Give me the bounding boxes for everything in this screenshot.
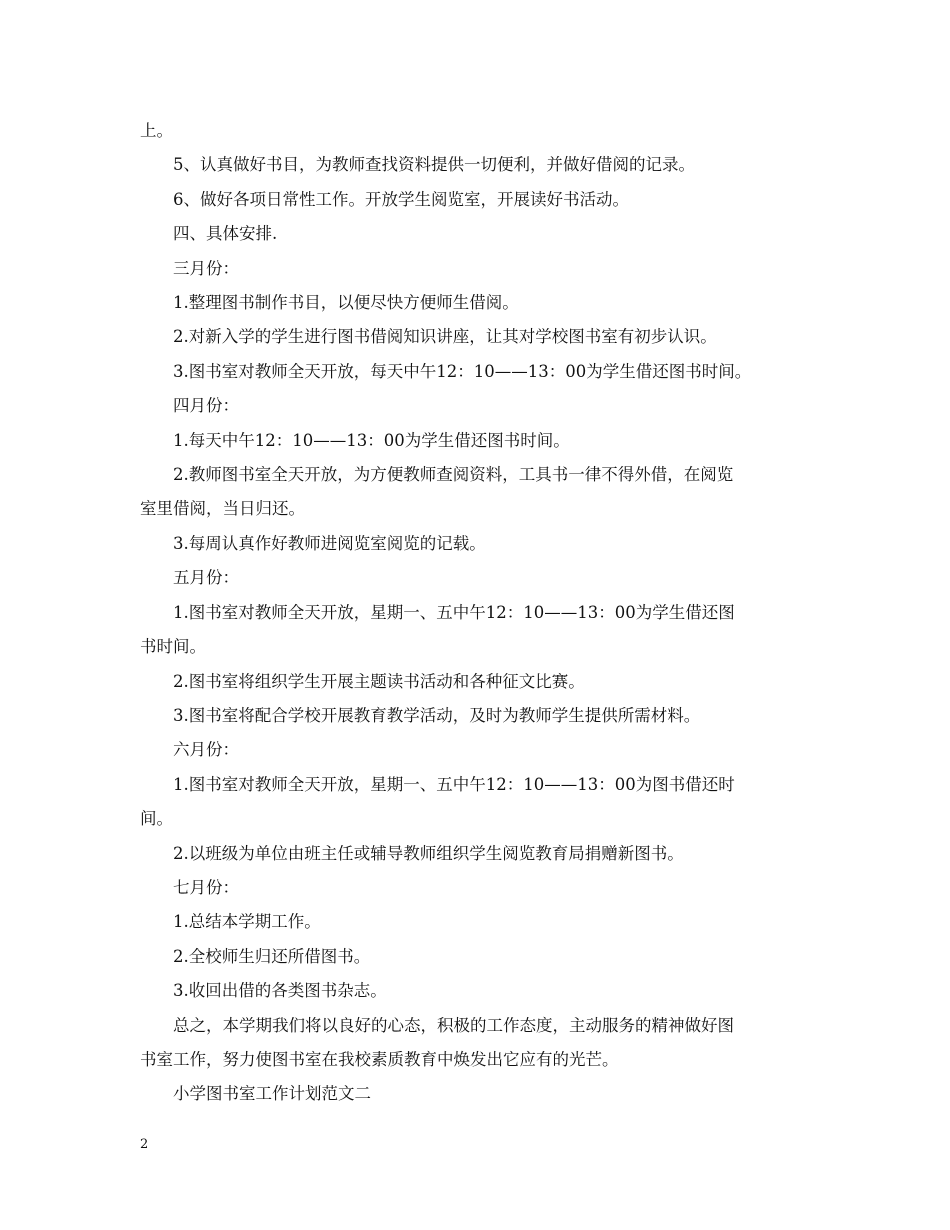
paragraph-line: 小学图书室工作计划范文二 (173, 1084, 371, 1104)
paragraph-line: 1.总结本学期工作。 (173, 912, 321, 932)
paragraph-line: 3.图书室对教师全天开放，每天中午12：10——13：00为学生借还图书时间。 (173, 361, 752, 381)
paragraph-line: 七月份： (173, 877, 239, 897)
document-body (140, 114, 812, 1112)
paragraph-line: 5、认真做好书目，为教师查找资料提供一切便利，并做好借阅的记录。 (173, 155, 695, 175)
paragraph-line: 六月份： (173, 740, 239, 760)
paragraph-line: 3.每周认真作好教师进阅览室阅览的记载。 (173, 533, 486, 553)
paragraph-line: 6、做好各项日常性工作。开放学生阅览室，开展读好书活动。 (173, 189, 629, 209)
paragraph-line: 3.图书室将配合学校开展教育教学活动，及时为教师学生提供所需材料。 (173, 705, 701, 725)
paragraph-line: 四月份： (173, 396, 239, 416)
paragraph-line: 1.图书室对教师全天开放，星期一、五中午12：10——13：00为图书借还时 (173, 774, 735, 794)
paragraph-line: 2.全校师生归还所借图书。 (173, 946, 371, 966)
paragraph-line: 书室工作，努力使图书室在我校素质教育中焕发出它应有的光芒。 (140, 1049, 619, 1069)
page-number: 2 (140, 1137, 149, 1152)
paragraph-line: 1.每天中午12：10——13：00为学生借还图书时间。 (173, 430, 570, 450)
paragraph-line: 总之，本学期我们将以良好的心态，积极的工作态度，主动服务的精神做好图 (173, 1015, 734, 1035)
paragraph-line: 2.以班级为单位由班主任或辅导教师组织学生阅览教育局捐赠新图书。 (173, 843, 684, 863)
paragraph-line: 间。 (140, 809, 173, 829)
paragraph-line: 室里借阅，当日归还。 (140, 499, 305, 519)
paragraph-line: 五月份： (173, 568, 239, 588)
paragraph-line: 2.教师图书室全天开放，为方便教师查阅资料，工具书一律不得外借，在阅览 (173, 465, 734, 485)
paragraph-line: 2.对新入学的学生进行图书借阅知识讲座，让其对学校图书室有初步认识。 (173, 327, 717, 347)
paragraph-line: 三月份： (173, 258, 239, 278)
paragraph-line: 上。 (140, 121, 173, 140)
paragraph-line: 1.图书室对教师全天开放，星期一、五中午12：10——13：00为学生借还图 (173, 602, 735, 622)
paragraph-line: 2.图书室将组织学生开展主题读书活动和各种征文比赛。 (173, 671, 585, 691)
paragraph-line: 1.整理图书制作书目，以便尽快方便师生借阅。 (173, 293, 519, 313)
paragraph-line: 3.收回出借的各类图书杂志。 (173, 981, 387, 1001)
paragraph-line: 书时间。 (140, 637, 206, 657)
paragraph-line: 四、具体安排. (173, 224, 278, 244)
